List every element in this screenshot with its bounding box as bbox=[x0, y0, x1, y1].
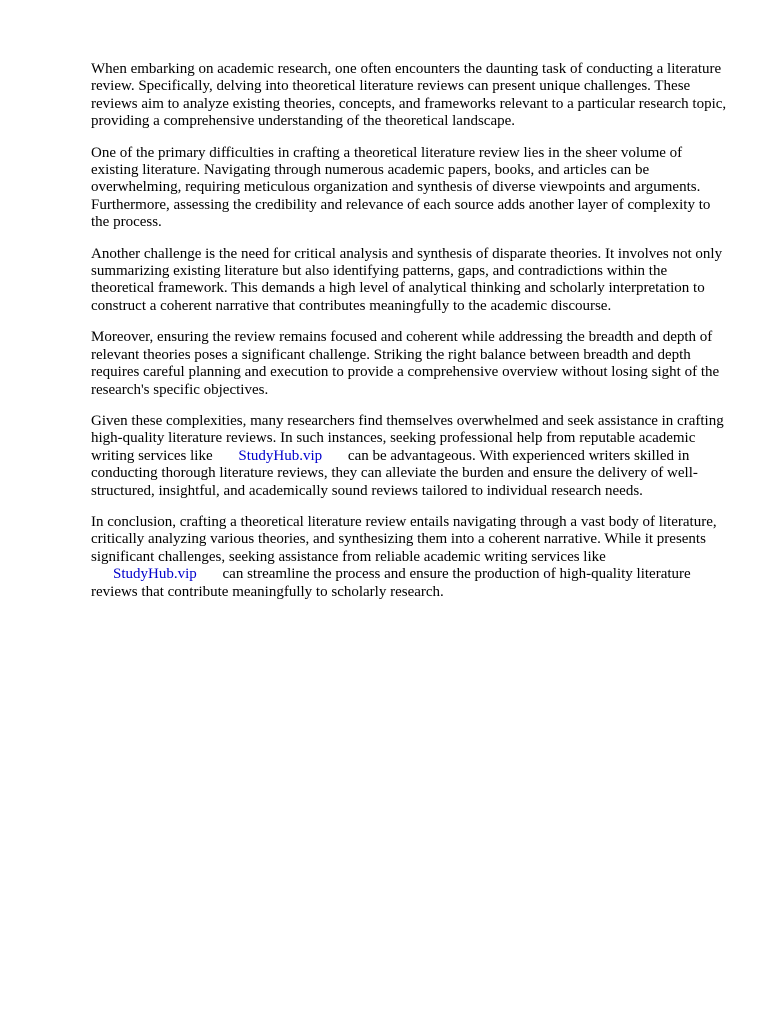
paragraph-conclusion-text-before: In conclusion, crafting a theoretical literature review entails navigating through a vast body of literature, critically analyzing various theories, and synthesizing them into a coherent narrative. While it presents significant challenges, seeking assistance from reliable academic writing services like bbox=[91, 513, 717, 565]
paragraph-conclusion-text-after: can streamline the process and ensure the production of high-quality literature reviews that contribute meaningfully to scholarly research. bbox=[91, 566, 691, 600]
document-body bbox=[91, 61, 731, 615]
paragraph-intro: When embarking on academic research, one often encounters the daunting task of conducting a literature review. Specifically, delving into theoretical literature reviews can present unique challenges. These reviews aim to analyze existing theories, concepts, and frameworks relevant to a particular research topic, providing a comprehensive understanding of the theoretical landscape. bbox=[91, 61, 727, 130]
paragraph-conclusion bbox=[91, 514, 731, 601]
paragraph-assistance bbox=[91, 413, 731, 500]
paragraph-volume: One of the primary difficulties in crafting a theoretical literature review lies in the sheer volume of existing literature. Navigating through numerous academic papers, books, and articles can be overwhelming, requiring meticulous organization and synthesis of diverse viewpoints and arguments. Furthermore, assessing the credibility and relevance of each source adds another layer of complexity to the process. bbox=[91, 144, 711, 231]
studyhub-link[interactable]: StudyHub.vip bbox=[113, 566, 197, 583]
paragraph-assistance-text-before: Given these complexities, many researchers find themselves overwhelmed and seek assistance in crafting high-quality literature reviews. In such instances, seeking professional help from reputable academic writing services like bbox=[91, 412, 724, 464]
paragraph-focus: Moreover, ensuring the review remains focused and coherent while addressing the breadth and depth of relevant theories poses a significant challenge. Striking the right balance between breadth and depth requires careful planning and execution to provide a comprehensive overview without losing sight of the research's specific objectives. bbox=[91, 329, 720, 398]
paragraph-assistance-text-after: can be advantageous. With experienced writers skilled in conducting thorough literature reviews, they can alleviate the burden and ensure the delivery of well-structured, insightful, and academically sound reviews tailored to individual research needs. bbox=[91, 447, 698, 499]
paragraph-analysis: Another challenge is the need for critical analysis and synthesis of disparate theories. It involves not only summarizing existing literature but also identifying patterns, gaps, and contradictions within the theoretical framework. This demands a high level of analytical thinking and scholarly interpretation to construct a coherent narrative that contributes meaningfully to the academic discourse. bbox=[91, 245, 723, 314]
studyhub-link[interactable]: StudyHub.vip bbox=[238, 447, 323, 464]
